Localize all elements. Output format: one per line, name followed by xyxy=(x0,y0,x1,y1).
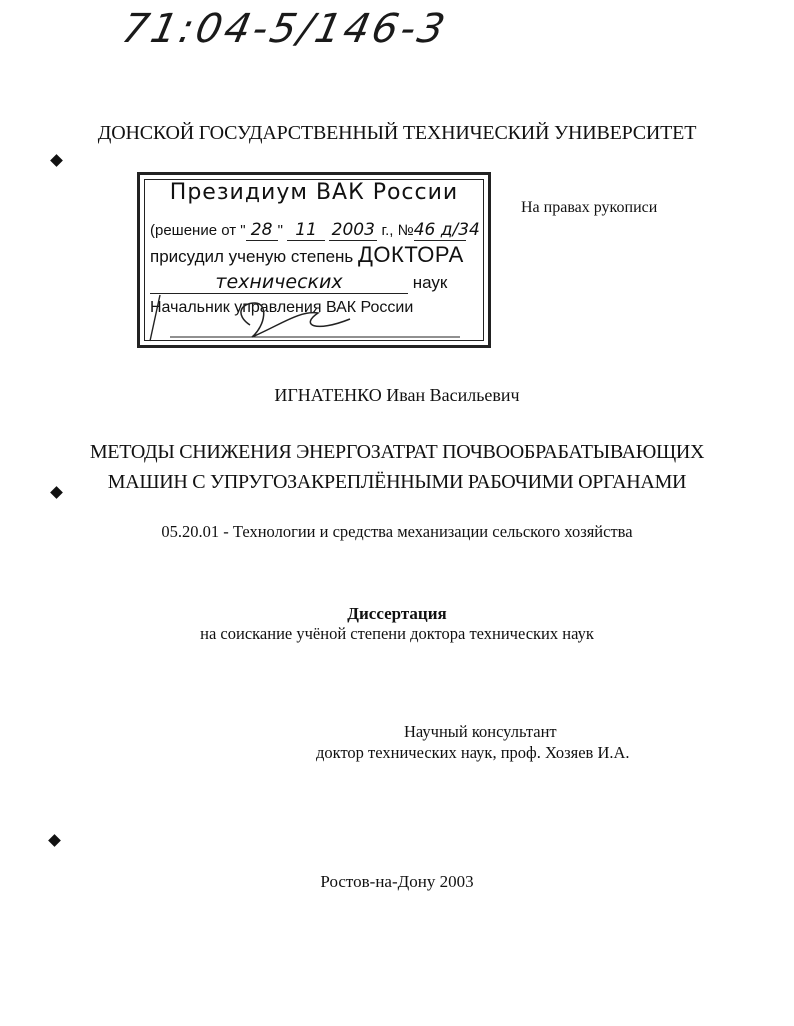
stamp-degree: ДОКТОРА xyxy=(358,242,464,267)
thesis-title-line2: МАШИН С УПРУГОЗАКРЕПЛЁННЫМИ РАБОЧИМИ ОРГАНАМИ xyxy=(107,471,687,493)
stamp-decision-prefix: (решение от " xyxy=(150,222,246,239)
catalog-number: 71:04-5/146-3 xyxy=(118,6,452,52)
stamp-field-suffix: наук xyxy=(412,273,448,292)
stamp-awarded-prefix: присудил ученую степень xyxy=(150,247,354,266)
author-name: ИГНАТЕНКО Иван Васильевич xyxy=(274,385,520,405)
dissertation-subtitle: на соискание учёной степени доктора технических наук xyxy=(200,624,594,643)
stamp-title: Президиум ВАК России xyxy=(169,180,459,205)
margin-mark xyxy=(48,834,61,847)
signature-icon xyxy=(140,175,488,345)
consultant-name: доктор технических наук, проф. Хозяев И.А. xyxy=(316,743,630,762)
city-year: Ростов-на-Дону 2003 xyxy=(320,872,474,891)
vak-stamp xyxy=(137,172,491,348)
stamp-day: 28 xyxy=(246,220,278,241)
consultant-label: Научный консультант xyxy=(404,722,557,741)
stamp-month: 11 xyxy=(287,220,325,241)
stamp-number: 46 д/34 xyxy=(413,220,480,240)
specialty: 05.20.01 - Технологии и средства механизации сельского хозяйства xyxy=(161,522,633,541)
margin-mark xyxy=(50,154,63,167)
university-name: ДОНСКОЙ ГОСУДАРСТВЕННЫЙ ТЕХНИЧЕСКИЙ УНИВЕРСИТЕТ xyxy=(97,122,697,144)
manuscript-note: На правах рукописи xyxy=(521,199,658,216)
stamp-head: Начальник управления ВАК России xyxy=(150,299,414,316)
thesis-title-line1: МЕТОДЫ СНИЖЕНИЯ ЭНЕРГОЗАТРАТ ПОЧВООБРАБАТЫВАЮЩИХ xyxy=(89,441,705,463)
stamp-year: 2003 xyxy=(329,220,377,241)
dissertation-label: Диссертация xyxy=(347,604,447,623)
stamp-field: технических xyxy=(150,271,408,294)
stamp-decision-line: (решение от " 28 " 11 2003 г., №46 д/34 xyxy=(150,220,480,240)
stamp-year-suffix: г., № xyxy=(377,222,414,239)
